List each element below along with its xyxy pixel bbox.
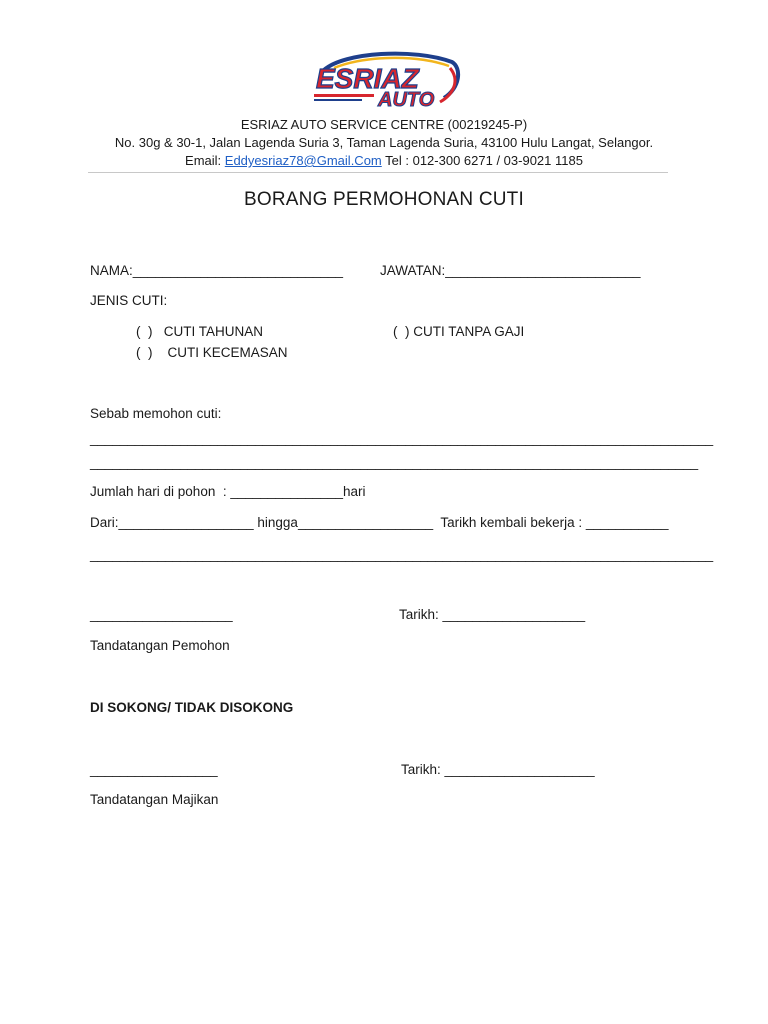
logo-stripe-2 bbox=[314, 99, 362, 101]
company-logo bbox=[304, 48, 464, 114]
sebab-line-2[interactable]: _________________________________________________________________________________ bbox=[90, 455, 699, 470]
email-label: Email: bbox=[185, 153, 225, 168]
logo-text-top: ESRIAZ bbox=[316, 63, 419, 94]
sebab-label: Sebab memohon cuti: bbox=[90, 406, 222, 421]
jumlah-hari-field[interactable]: Jumlah hari di pohon : _______________hari bbox=[90, 484, 366, 499]
company-contact bbox=[0, 153, 768, 168]
company-name: ESRIAZ AUTO SERVICE CENTRE (00219245-P) bbox=[240, 117, 528, 132]
company-address: No. 30g & 30-1, Jalan Lagenda Suria 3, Taman Lagenda Suria, 43100 Hulu Langat, Selangor. bbox=[114, 135, 654, 150]
logo-text-bottom: AUTO bbox=[378, 89, 435, 111]
logo-stripe bbox=[314, 94, 374, 97]
form-title: BORANG PERMOHONAN CUTI bbox=[244, 189, 524, 210]
option-cuti-kecemasan[interactable]: ( ) CUTI KECEMASAN bbox=[136, 345, 288, 360]
employer-signature-label: Tandatangan Majikan bbox=[90, 792, 219, 807]
employer-signature-line[interactable]: _________________ bbox=[90, 762, 218, 777]
jawatan-field[interactable]: JAWATAN:__________________________ bbox=[380, 263, 641, 278]
blank-line-3[interactable]: ___________________________________________________________________________________ bbox=[90, 547, 714, 562]
employer-date-field[interactable]: Tarikh: ____________________ bbox=[401, 762, 595, 777]
applicant-date-field[interactable]: Tarikh: ___________________ bbox=[399, 607, 586, 622]
sebab-line-1[interactable]: ___________________________________________________________________________________ bbox=[90, 431, 714, 446]
jenis-cuti-label: JENIS CUTI: bbox=[90, 293, 168, 308]
email-link[interactable]: Eddyesriaz78@Gmail.Com bbox=[224, 153, 382, 168]
approval-heading: DI SOKONG/ TIDAK DISOKONG bbox=[90, 700, 294, 715]
option-cuti-tanpa-gaji[interactable]: ( ) CUTI TANPA GAJI bbox=[393, 324, 525, 339]
telephone: Tel : 012-300 6271 / 03-9021 1185 bbox=[381, 153, 583, 168]
applicant-signature-line[interactable]: ___________________ bbox=[90, 607, 233, 622]
applicant-signature-label: Tandatangan Pemohon bbox=[90, 638, 230, 653]
dari-hingga-field[interactable]: Dari:__________________ hingga__________________ Tarikh kembali bekerja : ___________ bbox=[90, 515, 669, 530]
header-divider bbox=[88, 172, 668, 173]
option-cuti-tahunan[interactable]: ( ) CUTI TAHUNAN bbox=[136, 324, 263, 339]
nama-field[interactable]: NAMA:____________________________ bbox=[90, 263, 343, 278]
logo-swoosh-red bbox=[440, 68, 455, 102]
